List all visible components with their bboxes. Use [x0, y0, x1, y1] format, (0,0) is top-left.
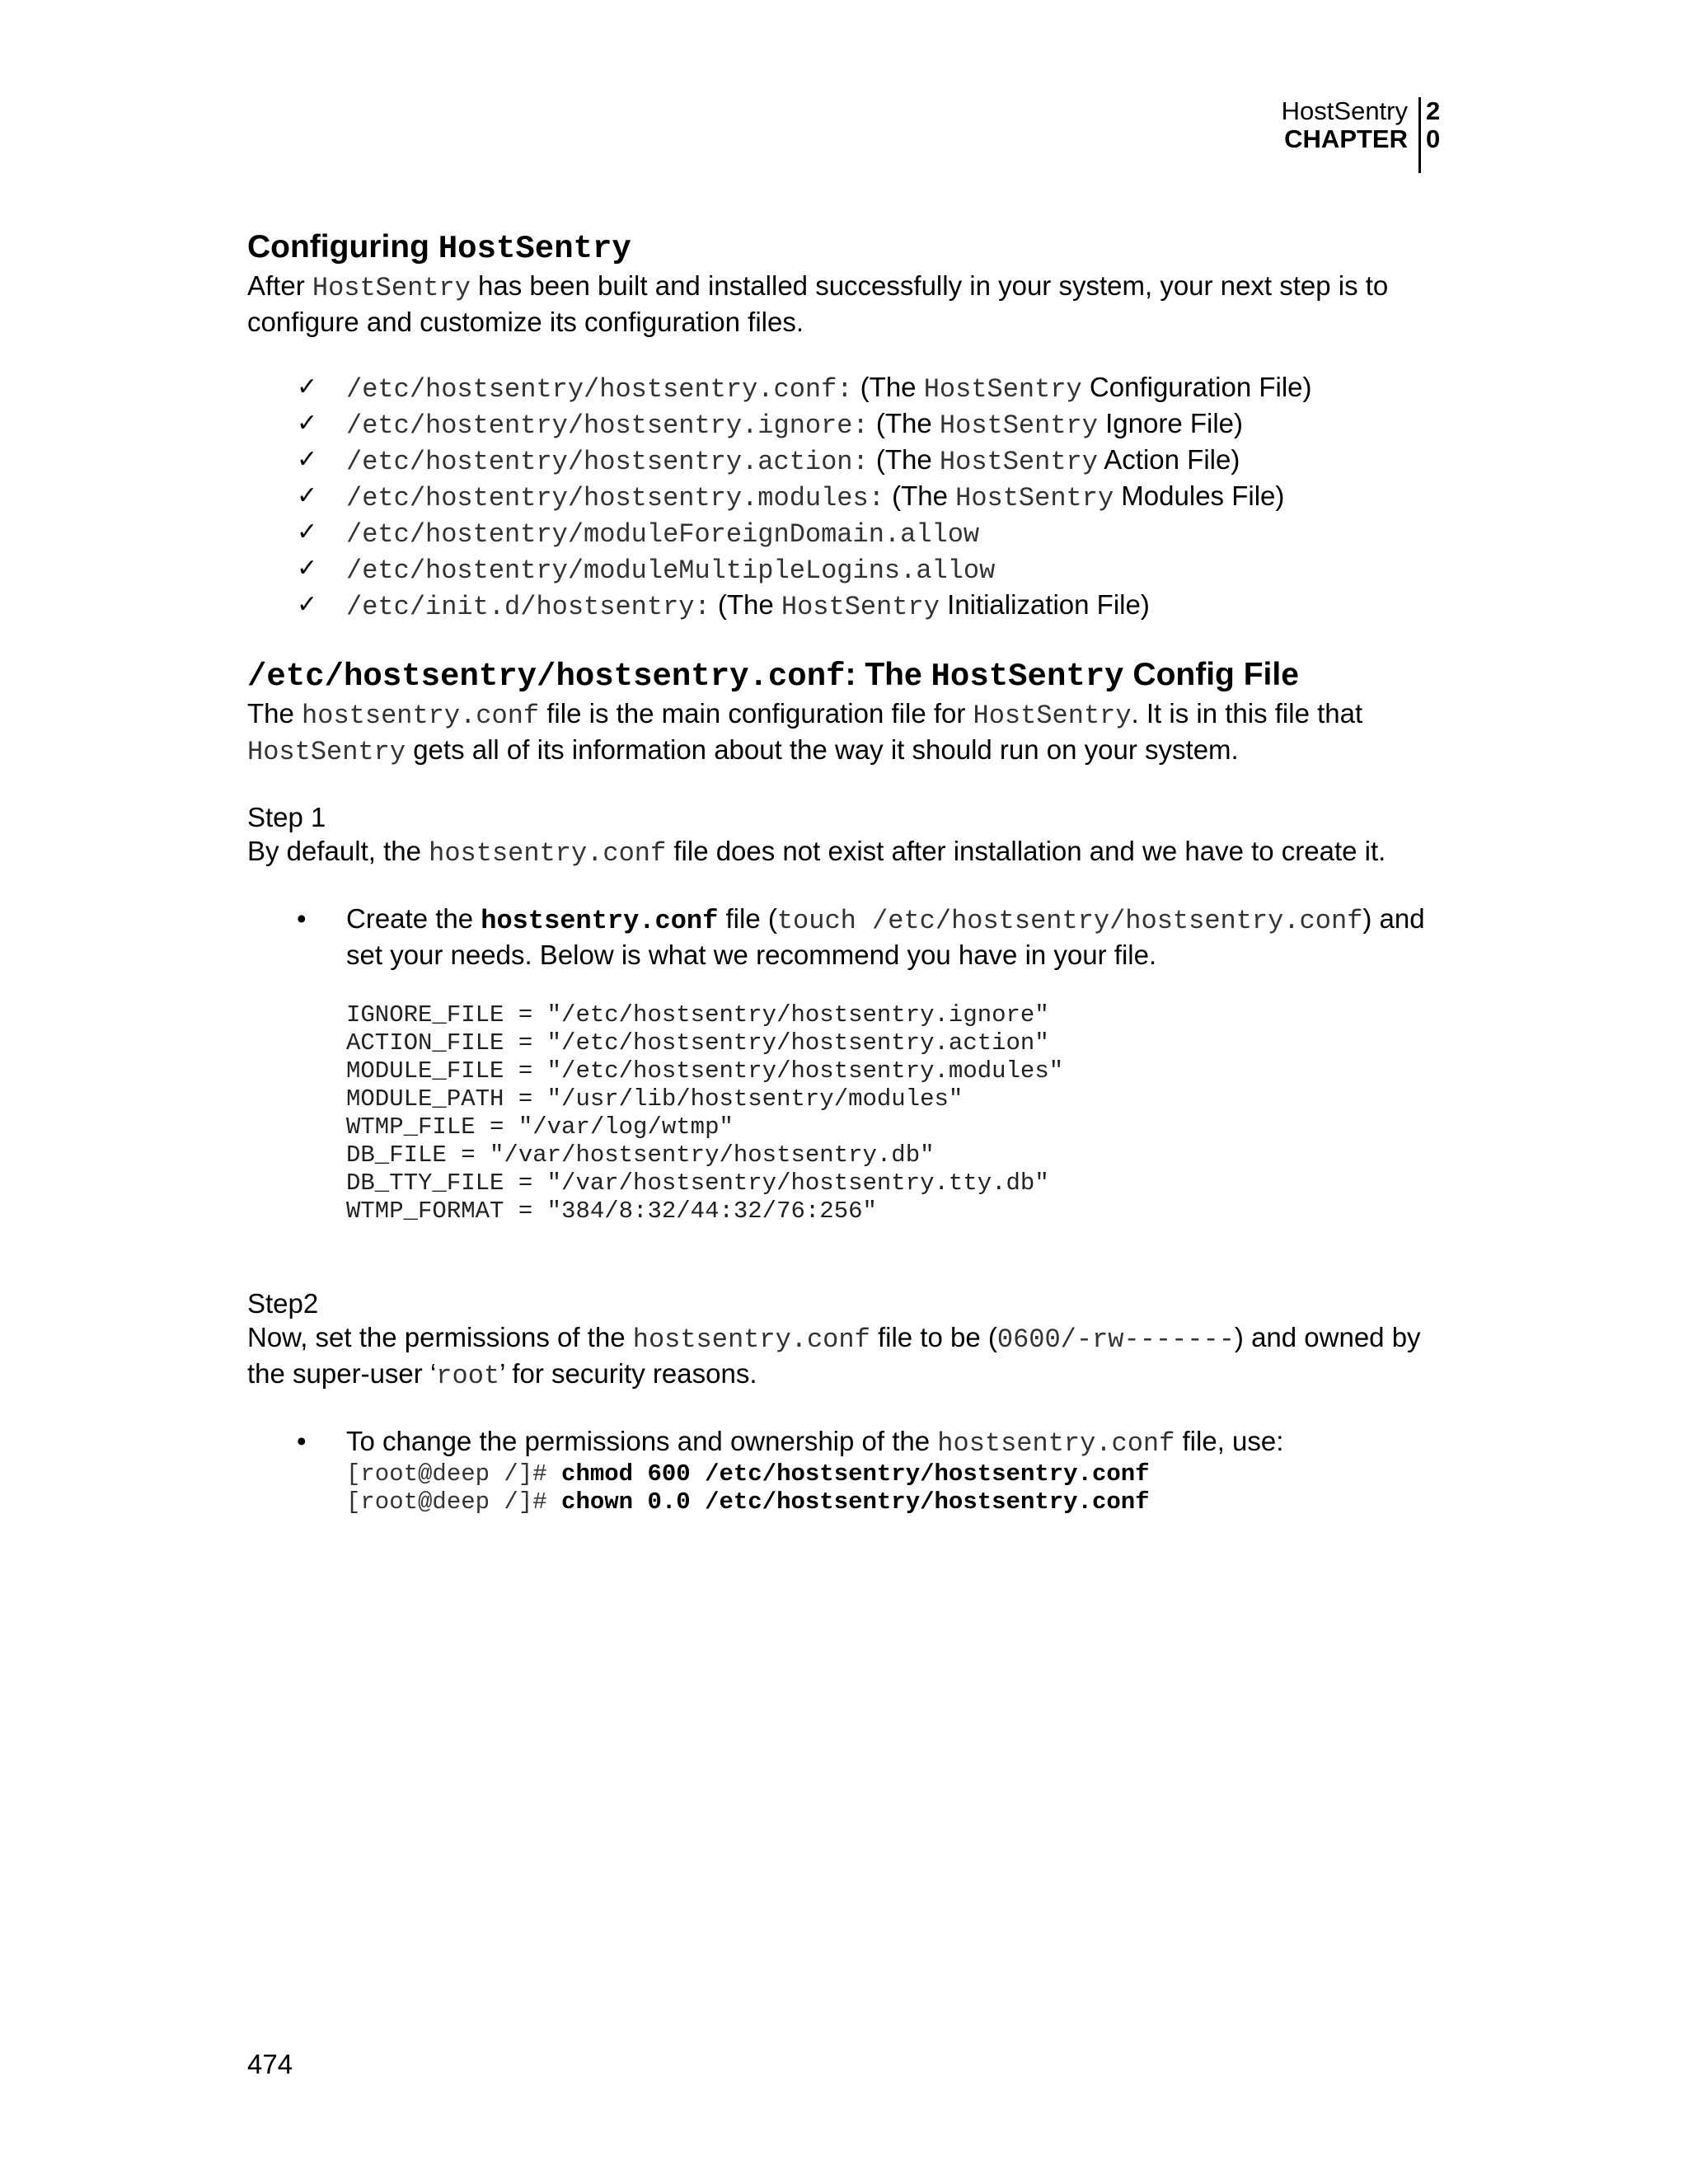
- step1-label: Step 1: [247, 802, 326, 832]
- shell-command: chown 0.0 /etc/hostsentry/hostsentry.conf: [561, 1488, 1150, 1516]
- step2-text: Now, set the permissions of the: [247, 1322, 633, 1352]
- file-desc-a: (The: [868, 444, 940, 475]
- step2-text: ’ for security reasons.: [499, 1358, 757, 1389]
- list-item: [297, 406, 1451, 443]
- intro-text-a: After: [247, 270, 312, 301]
- code-line: MODULE_PATH = "/usr/lib/hostsentry/modules": [346, 1085, 964, 1113]
- bullet-text: ) and set your needs. Below is what we recommend you have in your file.: [346, 903, 1425, 970]
- code-line: MODULE_FILE = "/etc/hostsentry/hostsentry.modules": [346, 1057, 1064, 1085]
- para-code: hostsentry.conf: [302, 701, 540, 731]
- step2-label: Step2: [247, 1288, 319, 1319]
- chapter-number-top: 2: [1426, 96, 1441, 125]
- intro-paragraph: [247, 269, 1451, 339]
- checkmark-icon: ✓: [297, 373, 318, 401]
- file-sep: :: [852, 410, 869, 441]
- list-item: [297, 515, 1451, 551]
- file-desc-a: (The: [852, 372, 924, 402]
- file-path: /etc/hostsentry/hostsentry.conf: [346, 374, 837, 405]
- section-heading-configuring: [247, 227, 1451, 269]
- page-number: 474: [247, 2049, 293, 2079]
- step2-text: file to be (: [870, 1322, 997, 1352]
- code-line: ACTION_FILE = "/etc/hostsentry/hostsentry.action": [346, 1029, 1049, 1057]
- file-desc-a: (The: [868, 408, 940, 438]
- file-sep: :: [868, 483, 884, 513]
- file-desc-code: HostSentry: [939, 410, 1098, 441]
- code-line: IGNORE_FILE = "/etc/hostsentry/hostsentry.ignore": [346, 1001, 1049, 1029]
- bullet-text: file, use:: [1175, 1426, 1284, 1456]
- checkmark-icon: ✓: [297, 445, 318, 474]
- step1-text: file does not exist after installation and we have to create it.: [666, 836, 1386, 866]
- bullet-icon: •: [297, 1426, 307, 1456]
- file-desc-code: HostSentry: [781, 592, 940, 622]
- list-item: [297, 551, 1451, 588]
- file-path: /etc/hostentry/moduleForeignDomain.allow: [346, 519, 980, 550]
- bullet-text: To change the permissions and ownership of the: [346, 1426, 938, 1456]
- list-item: [297, 370, 1451, 406]
- file-desc-b: Initialization File): [939, 589, 1150, 620]
- header-labels: [1282, 97, 1408, 153]
- step2-paragraph: [247, 1320, 1451, 1393]
- step1-bullet-text: [346, 902, 1451, 972]
- heading-code: HostSentry: [931, 658, 1124, 695]
- file-desc-a: (The: [710, 589, 781, 620]
- config-file-paragraph: [247, 696, 1451, 769]
- file-desc-b: Modules File): [1114, 480, 1285, 511]
- file-path: /etc/hostentry/hostsentry.modules: [346, 483, 869, 513]
- heading-code: HostSentry: [438, 231, 631, 267]
- command-line: [346, 1488, 1451, 1516]
- step2-bullet-text: [346, 1424, 1451, 1460]
- para-text: The: [247, 698, 302, 729]
- file-desc-code: HostSentry: [955, 483, 1114, 513]
- step2-code: hostsentry.conf: [632, 1324, 870, 1355]
- file-desc-b: Ignore File): [1097, 408, 1244, 438]
- bullet-code: hostsentry.conf: [937, 1428, 1175, 1459]
- step2-code: 0600/-rw-------: [996, 1324, 1235, 1355]
- header-chapter-number: [1426, 97, 1444, 153]
- checkmark-icon: ✓: [297, 481, 318, 510]
- header-section-title: HostSentry: [1281, 96, 1408, 125]
- para-text: file is the main configuration file for: [539, 698, 973, 729]
- code-line: WTMP_FORMAT = "384/8:32/44:32/76:256": [346, 1197, 877, 1225]
- config-code-block: [346, 1001, 1451, 1226]
- checkmark-icon: ✓: [297, 554, 318, 583]
- file-path: /etc/init.d/hostsentry: [346, 592, 695, 622]
- code-line: DB_TTY_FILE = "/var/hostsentry/hostsentry.tty.db": [346, 1169, 1049, 1197]
- list-item: [297, 443, 1451, 479]
- shell-command: chmod 600 /etc/hostsentry/hostsentry.conf: [561, 1460, 1150, 1488]
- code-line: WTMP_FILE = "/var/log/wtmp": [346, 1113, 734, 1141]
- page-content: [247, 227, 1451, 1516]
- step1-text: By default, the: [247, 836, 429, 866]
- bullet-code-bold: hostsentry.conf: [481, 906, 719, 936]
- intro-code: HostSentry: [312, 273, 471, 303]
- checkmark-icon: ✓: [297, 409, 318, 438]
- para-text: . It is in this file that: [1131, 698, 1363, 729]
- step2-code: root: [436, 1361, 500, 1391]
- intro-text-b: has been built and installed successfully in your system, your next step is to configure and customize its configuration files.: [247, 270, 1389, 337]
- step2-text: ) and owned by the super-user ‘: [247, 1322, 1421, 1389]
- heading-code: /etc/hostsentry/hostsentry.conf: [247, 658, 846, 695]
- heading-text: : The: [845, 657, 931, 692]
- bullet-text: Create the: [346, 903, 481, 934]
- step2-bullet: [247, 1424, 1451, 1516]
- config-file-list: [247, 370, 1451, 624]
- shell-prompt: [root@deep /]#: [346, 1460, 562, 1488]
- header-chapter-label: CHAPTER: [1284, 124, 1408, 153]
- file-desc-b: Configuration File): [1081, 372, 1312, 402]
- file-path: /etc/hostentry/moduleMultipleLogins.allow: [346, 555, 996, 586]
- file-sep: :: [837, 374, 853, 405]
- file-desc-code: HostSentry: [939, 447, 1098, 477]
- file-desc-a: (The: [884, 480, 956, 511]
- para-code: HostSentry: [973, 701, 1132, 731]
- checkmark-icon: ✓: [297, 518, 318, 546]
- chapter-number-bottom: 0: [1426, 124, 1441, 153]
- bullet-icon: •: [297, 903, 307, 934]
- file-desc-b: Action File): [1097, 444, 1240, 475]
- file-desc-code: HostSentry: [923, 374, 1082, 405]
- code-line: DB_FILE = "/var/hostsentry/hostsentry.db": [346, 1141, 935, 1169]
- para-code: HostSentry: [247, 737, 406, 767]
- section-heading-config-file: [247, 655, 1451, 696]
- heading-text: Configuring: [247, 229, 438, 265]
- para-text: gets all of its information about the way it should run on your system.: [406, 734, 1239, 765]
- shell-prompt: [root@deep /]#: [346, 1488, 562, 1516]
- bullet-code: touch /etc/hostsentry/hostsentry.conf: [776, 906, 1363, 936]
- file-sep: :: [694, 592, 710, 622]
- heading-text: Config File: [1123, 657, 1299, 692]
- file-path: /etc/hostentry/hostsentry.ignore: [346, 410, 853, 441]
- file-path: /etc/hostentry/hostsentry.action: [346, 447, 853, 477]
- header-divider: [1418, 97, 1421, 173]
- file-sep: :: [852, 447, 869, 477]
- step1-code: hostsentry.conf: [429, 838, 667, 869]
- list-item: [297, 588, 1451, 624]
- bullet-text: file (: [718, 903, 777, 934]
- command-line: [346, 1460, 1451, 1488]
- checkmark-icon: ✓: [297, 590, 318, 619]
- step1-bullet: [247, 902, 1451, 1226]
- step1-paragraph: [247, 834, 1451, 870]
- list-item: [297, 479, 1451, 515]
